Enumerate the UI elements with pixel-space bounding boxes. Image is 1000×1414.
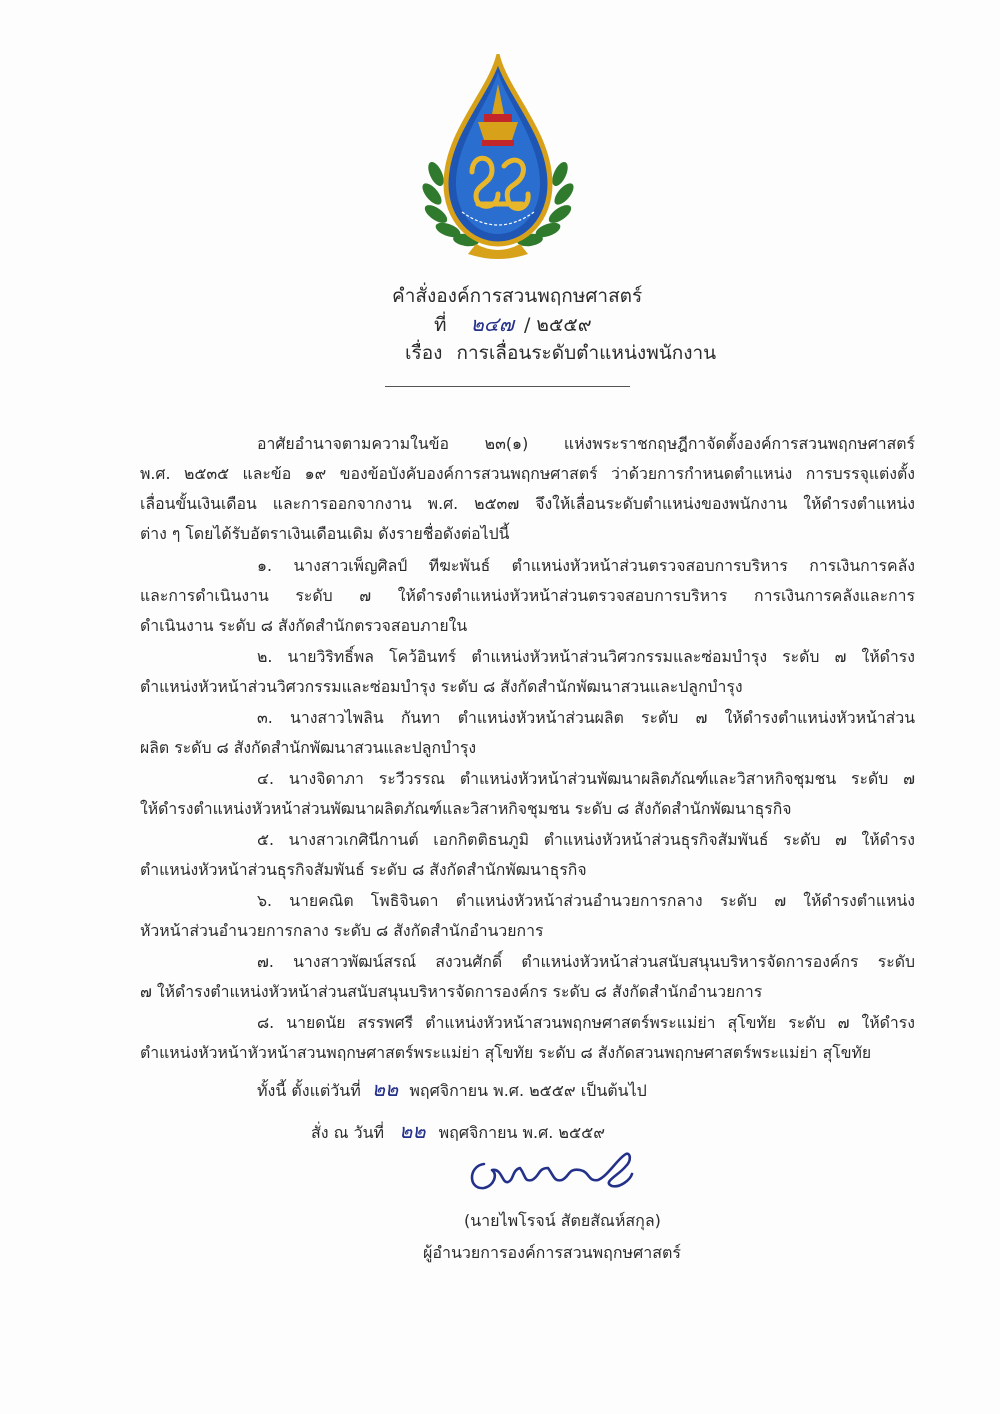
list-item-line: ดำเนินงาน ระดับ ๘ สังกัดสำนักตรวจสอบภายใน: [140, 616, 468, 635]
list-item-line: ๑. นางสาวเพ็ญศิลป์ ทีฆะพันธ์ ตำแหน่งหัวหน้าส่วนตรวจสอบการบริหาร การเงินการคลัง: [257, 556, 915, 575]
list-item-line: ตำแหน่งหัวหน้าหัวหน้าสวนพฤกษศาสตร์พระแม่ย่า สุโขทัย ระดับ ๘ สังกัดสวนพฤกษศาสตร์พระแม่ย่า สุโขทัย: [140, 1043, 872, 1062]
subject-line: [405, 340, 716, 366]
effective-day-handwritten: ๒๒: [371, 1077, 399, 1101]
list-item-line: ๗ ให้ดำรงตำแหน่งหัวหน้าส่วนสนับสนุนบริหารจัดการองค์กร ระดับ ๘ สังกัดสำนักอำนวยการ: [140, 982, 763, 1001]
list-item-line: และการดำเนินงาน ระดับ ๗ ให้ดำรงตำแหน่งหัวหน้าส่วนตรวจสอบการบริหาร การเงินการคลังและการ: [140, 586, 915, 605]
list-item-line: ให้ดำรงตำแหน่งหัวหน้าส่วนพัฒนาผลิตภัณฑ์และวิสาหกิจชุมชน ระดับ ๘ สังกัดสำนักพัฒนาธุรกิจ: [140, 799, 792, 818]
list-item-line: ๒. นายวิริทธิ์พล โคว้อินทร์ ตำแหน่งหัวหน้าส่วนวิศวกรรมและซ่อมบำรุง ระดับ ๗ ให้ดำรง: [257, 647, 915, 666]
signatory-name: (นายไพโรจน์ สัตยสัณห์สกุล): [464, 1211, 661, 1230]
ordered-day-handwritten: ๒๒: [399, 1119, 426, 1143]
header-divider: [385, 386, 630, 387]
order-number-prefix: ที่: [434, 314, 447, 336]
order-number-handwritten: ๒๔๗: [470, 312, 514, 336]
list-item-line: ๖. นายคณิต โพธิจินดา ตำแหน่งหัวหน้าส่วนอำนวยการกลาง ระดับ ๗ ให้ดำรงตำแหน่ง: [257, 891, 915, 910]
list-item-line: ๓. นางสาวไพลิน กันทา ตำแหน่งหัวหน้าส่วนผลิต ระดับ ๗ ให้ดำรงตำแหน่งหัวหน้าส่วน: [257, 708, 915, 727]
effective-date-prefix: ทั้งนี้ ตั้งแต่วันที่: [257, 1081, 361, 1100]
effective-date-line: [257, 1076, 647, 1104]
order-number-line: [434, 311, 592, 338]
ordered-date-prefix: สั่ง ณ วันที่: [311, 1123, 385, 1142]
subject-text: การเลื่อนระดับตำแหน่งพนักงาน: [456, 342, 717, 364]
ordered-date-line: [311, 1118, 605, 1146]
list-item-line: ๕. นางสาวเกศินีกานต์ เอกกิตติธนภูมิ ตำแหน่งหัวหน้าส่วนธุรกิจสัมพันธ์ ระดับ ๗ ให้ดำรง: [257, 830, 915, 849]
list-item-line: ๔. นางจิดาภา ระวีวรรณ ตำแหน่งหัวหน้าส่วนพัฒนาผลิตภัณฑ์และวิสาหกิจชุมชน ระดับ ๗: [257, 769, 915, 788]
effective-date-suffix: พฤศจิกายน พ.ศ. ๒๕๕๙ เป็นต้นไป: [409, 1081, 647, 1100]
preamble-line: อาศัยอำนาจตามความในข้อ ๒๓(๑) แห่งพระราชกฤษฎีกาจัดตั้งองค์การสวนพฤกษศาสตร์: [257, 434, 915, 453]
signatory-position: ผู้อำนวยการองค์การสวนพฤกษศาสตร์: [423, 1243, 681, 1262]
preamble-line: ต่าง ๆ โดยได้รับอัตราเงินเดือนเดิม ดังรายชื่อดังต่อไปนี้: [140, 524, 510, 543]
signature-icon: [462, 1146, 637, 1198]
list-item-line: ผลิต ระดับ ๘ สังกัดสำนักพัฒนาสวนและปลูกบำรุง: [140, 738, 477, 757]
list-item-line: ตำแหน่งหัวหน้าส่วนวิศวกรรมและซ่อมบำรุง ระดับ ๘ สังกัดสำนักพัฒนาสวนและปลูกบำรุง: [140, 677, 743, 696]
subject-prefix: เรื่อง: [405, 342, 443, 364]
organization-emblem-icon: [418, 54, 578, 259]
preamble-line: เลื่อนขั้นเงินเดือน และการออกจากงาน พ.ศ. ๒๕๓๗ จึงให้เลื่อนระดับตำแหน่งของพนักงาน ให้ดำรงตำแหน่ง: [140, 494, 915, 513]
order-title: คำสั่งองค์การสวนพฤกษศาสตร์: [392, 285, 643, 307]
list-item-line: ตำแหน่งหัวหน้าส่วนธุรกิจสัมพันธ์ ระดับ ๘ สังกัดสำนักพัฒนาธุรกิจ: [140, 860, 587, 879]
list-item-line: ๘. นายดนัย สรรพศรี ตำแหน่งหัวหน้าสวนพฤกษศาสตร์พระแม่ย่า สุโขทัย ระดับ ๗ ให้ดำรง: [257, 1013, 915, 1032]
preamble-line: พ.ศ. ๒๕๓๕ และข้อ ๑๙ ของข้อบังคับองค์การสวนพฤกษศาสตร์ ว่าด้วยการกำหนดตำแหน่ง การบรรจุแต่งตั้ง: [140, 464, 915, 483]
list-item-line: หัวหน้าส่วนอำนวยการกลาง ระดับ ๘ สังกัดสำนักอำนวยการ: [140, 921, 544, 940]
ordered-date-suffix: พฤศจิกายน พ.ศ. ๒๕๕๙: [438, 1123, 605, 1142]
list-item-line: ๗. นางสาวพัฒน์สรณ์ สงวนศักดิ์ ตำแหน่งหัวหน้าส่วนสนับสนุนบริหารจัดการองค์กร ระดับ: [257, 952, 915, 971]
order-number-suffix: / ๒๕๕๙: [523, 314, 592, 336]
